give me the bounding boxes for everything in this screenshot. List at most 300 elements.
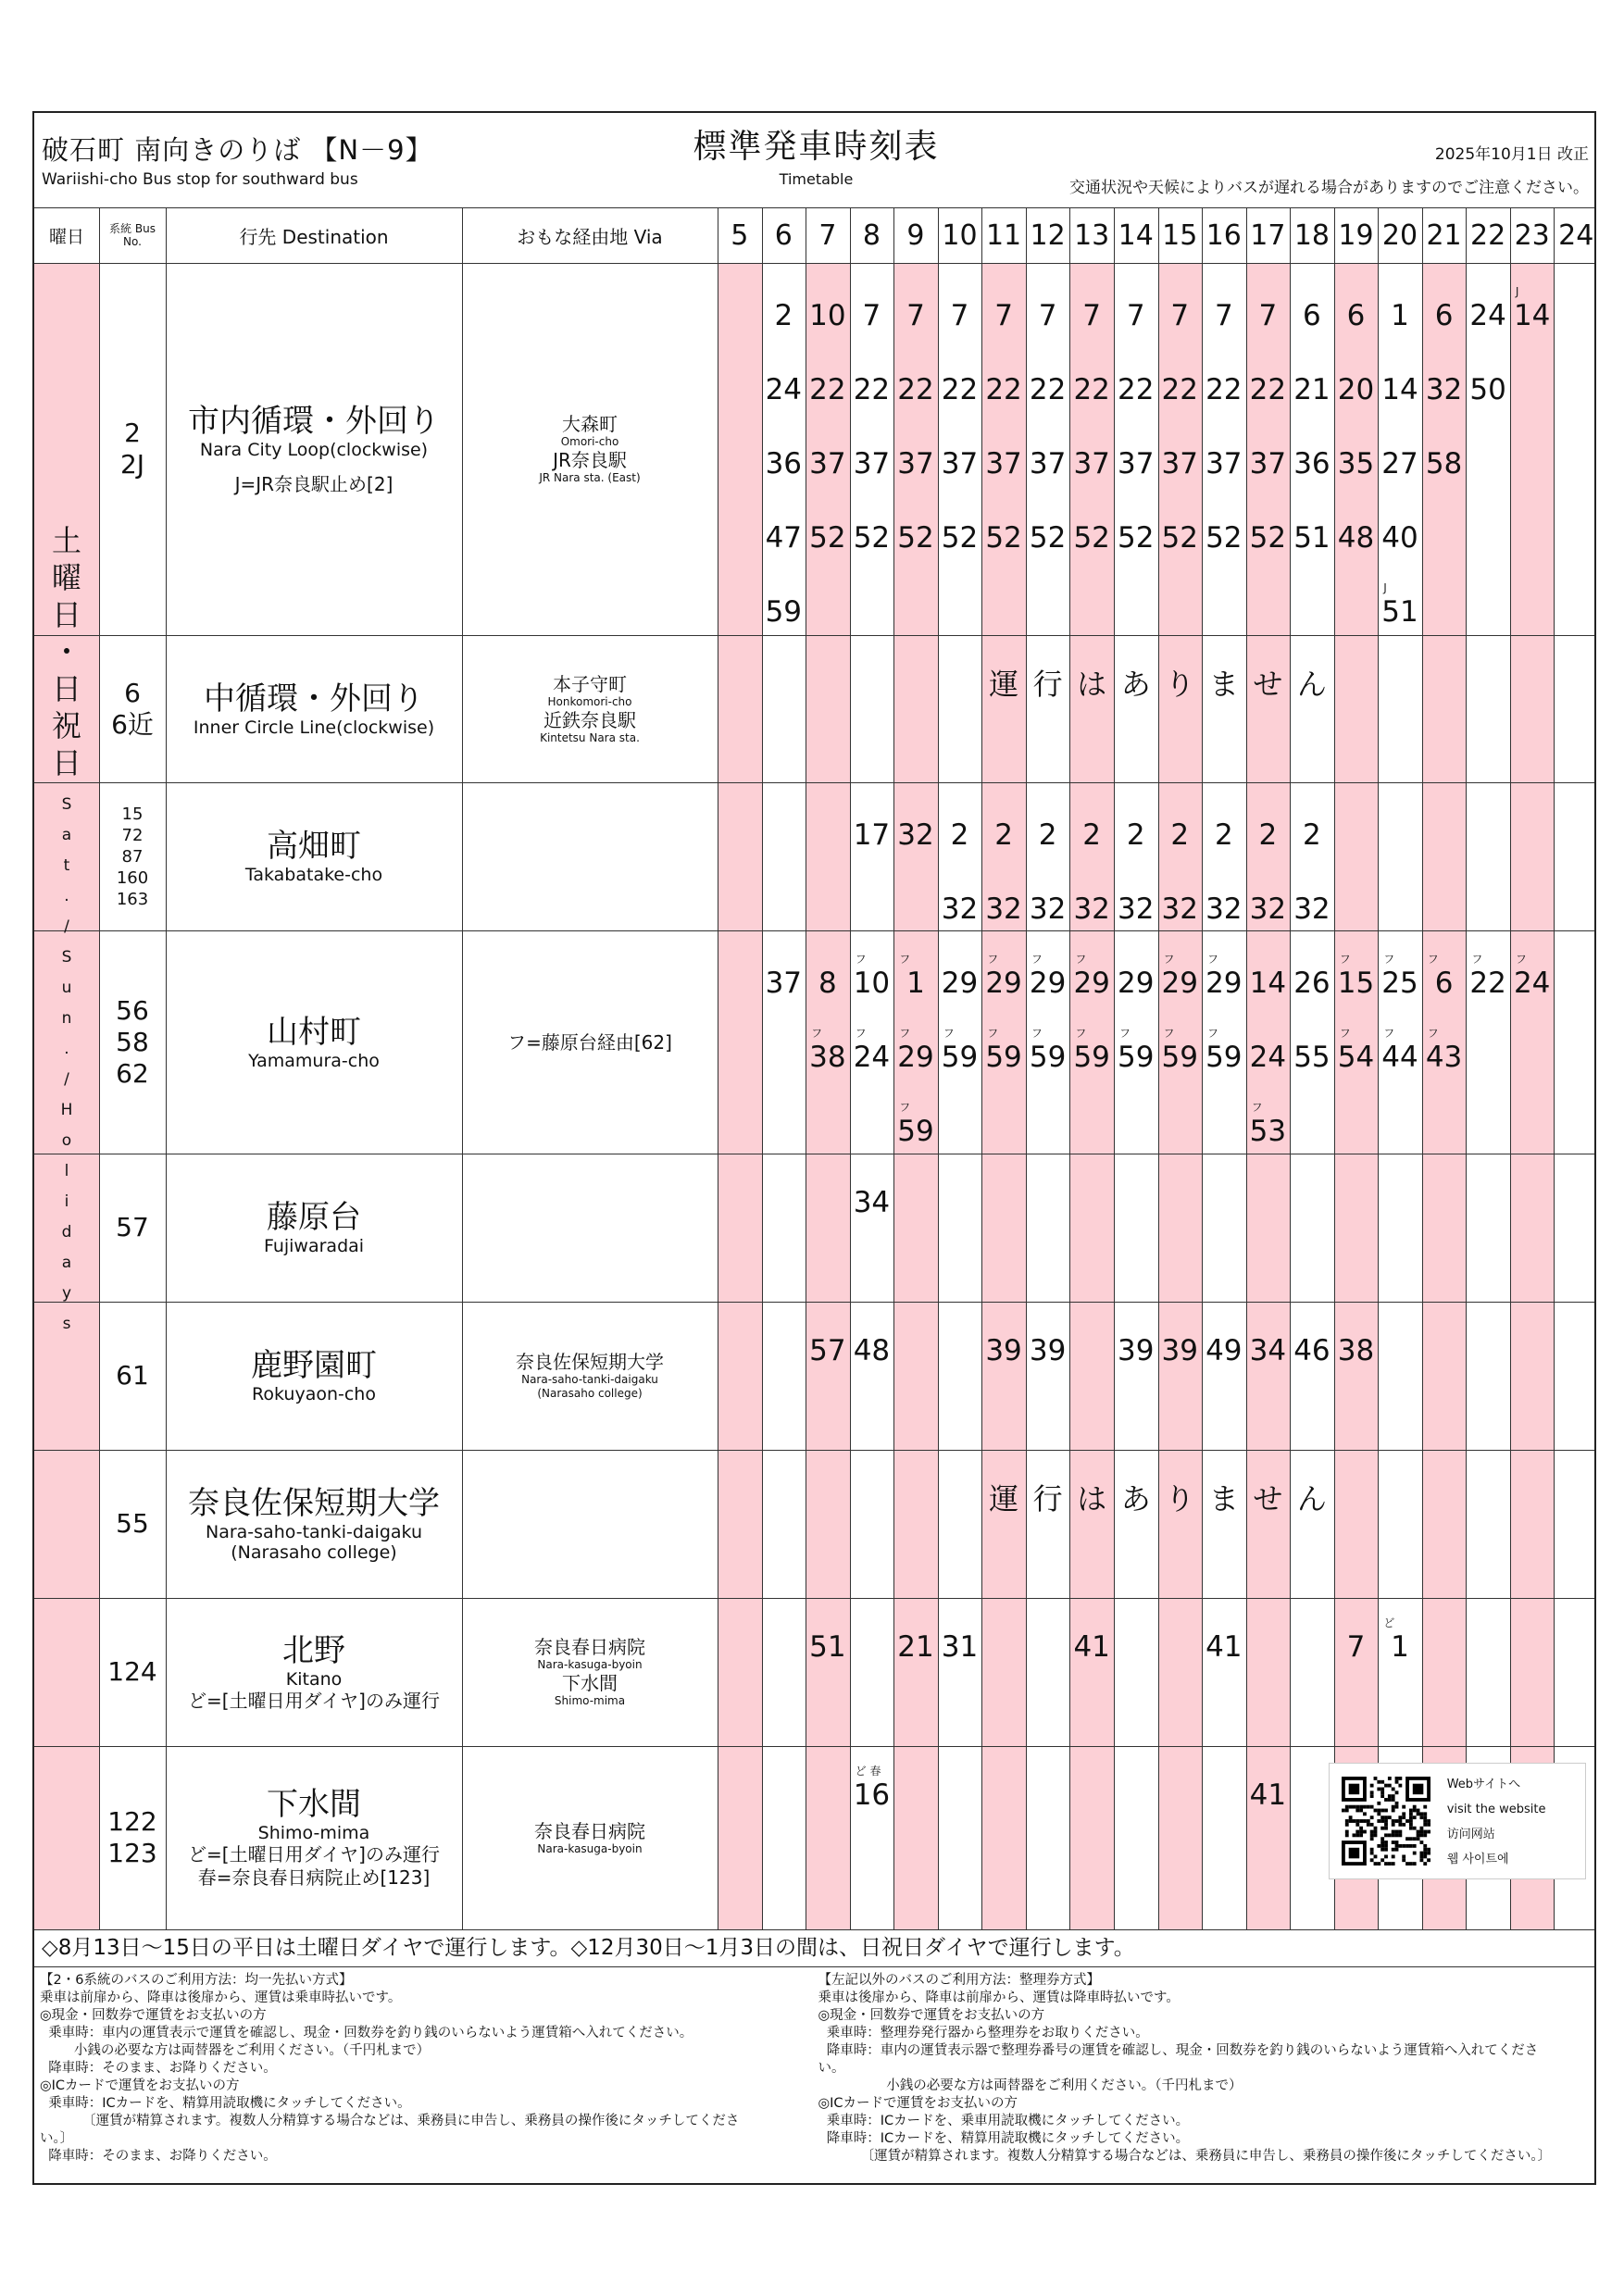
departure-minute: 37 — [1117, 447, 1155, 480]
departure-minute: 44 — [1381, 1041, 1418, 1074]
hour-header: 10 — [942, 218, 978, 252]
via-stop-en: (Narasaho college) — [537, 1387, 643, 1400]
departure-minute: 14 — [1513, 299, 1551, 332]
hour-header: 22 — [1470, 218, 1506, 252]
departure-mark: フ — [1515, 953, 1527, 966]
departure-minute: 32 — [1161, 892, 1198, 926]
departure-minute: 22 — [1206, 373, 1243, 406]
via-stop: JR奈良駅 — [553, 449, 627, 471]
departure-minute: 59 — [765, 595, 803, 629]
day-label-en-char: d — [61, 1222, 72, 1242]
qr-label: 访问网站 — [1446, 1828, 1495, 1841]
departure-mark: フ — [855, 1027, 867, 1040]
departure-minute: 7 — [906, 299, 925, 332]
hour-header: 23 — [1514, 218, 1550, 252]
departure-minute: 52 — [985, 521, 1022, 555]
departure-minute: 59 — [1206, 1041, 1243, 1074]
departure-mark: フ — [811, 1027, 823, 1040]
departure-minute: 10 — [809, 299, 846, 332]
departure-mark: フ — [1427, 1027, 1439, 1040]
destination-name-en: (Narasaho college) — [231, 1542, 397, 1563]
destination-note: ど=[土曜日用ダイヤ]のみ運行 — [188, 1689, 440, 1712]
via-stop: 奈良春日病院 — [534, 1819, 645, 1842]
departure-minute: 48 — [853, 1334, 891, 1367]
departure-minute: 21 — [1293, 373, 1330, 406]
no-service-char: り — [1165, 1481, 1195, 1516]
day-label-char: 日 — [51, 671, 81, 706]
departure-minute: 41 — [1249, 1778, 1287, 1812]
destination-cell — [166, 1302, 462, 1450]
bus-number: 163 — [116, 889, 149, 909]
departure-minute: 38 — [809, 1041, 846, 1074]
bus-number: 6 — [124, 677, 141, 708]
departure-minute: 40 — [1381, 521, 1418, 555]
bus-number-cell — [99, 782, 166, 930]
no-service-char: は — [1077, 1481, 1107, 1516]
departure-minute: 15 — [1337, 967, 1375, 1000]
departure-minute: 29 — [1206, 967, 1243, 1000]
destination-cell — [166, 635, 462, 782]
day-label-en-char: / — [64, 917, 69, 936]
via-stop-en: Nara-kasuga-byoin — [537, 1658, 643, 1671]
bus-number-cell — [99, 1746, 166, 1929]
destination-name: 奈良佐保短期大学 — [188, 1485, 440, 1522]
departure-minute: 53 — [1249, 1115, 1287, 1148]
departure-mark: フ — [1163, 953, 1175, 966]
highlight-column — [1069, 263, 1114, 1929]
destination-cell — [166, 1746, 462, 1929]
departure-minute: 1 — [1391, 299, 1409, 332]
destination-name-en: Rokuyaon-cho — [252, 1384, 376, 1404]
via-cell — [462, 1746, 718, 1929]
departure-minute: 2 — [1258, 818, 1278, 852]
destination-name: 中循環・外回り — [204, 680, 424, 718]
destination-cell — [166, 782, 462, 930]
destination-name: 鹿野園町 — [251, 1347, 377, 1384]
bus-number: 2J — [119, 449, 145, 480]
departure-minute: 26 — [1293, 967, 1330, 1000]
hour-header: 6 — [774, 218, 793, 252]
departure-minute: 24 — [765, 373, 803, 406]
day-label-char: 曜 — [51, 560, 81, 595]
departure-minute: 39 — [1117, 1334, 1155, 1367]
footer-line: 〔運賃が精算されます。複数人分精算する場合などは、乗務員に申告し、乗務員の操作後にタッチしてください。〕 — [818, 2149, 1552, 2164]
departure-mark: フ — [1031, 953, 1043, 966]
departure-minute: 37 — [1249, 447, 1287, 480]
footer-divider — [34, 1966, 1596, 1967]
footer-line: 乗車は前扉から、降車は後扉から、運賃は乗車時払いです。 — [40, 1990, 402, 2005]
departure-minute: 59 — [1161, 1041, 1198, 1074]
departure-mark: フ — [1075, 1027, 1087, 1040]
departure-minute: 52 — [1161, 521, 1198, 555]
hour-divider — [1466, 207, 1467, 1929]
departure-minute: 48 — [1337, 521, 1375, 555]
departure-minute: 39 — [985, 1334, 1022, 1367]
departure-minute: 22 — [1029, 373, 1067, 406]
footer-line: ◎現金・回数券で運賃をお支払いの方 — [818, 2008, 1045, 2023]
bus-number: 61 — [116, 1360, 149, 1391]
departure-minute: 22 — [1117, 373, 1155, 406]
departure-mark: ど 春 — [855, 1765, 881, 1778]
hour-header: 19 — [1338, 218, 1374, 252]
highlight-column — [981, 263, 1026, 1929]
departure-minute: 22 — [985, 373, 1022, 406]
departure-minute: 7 — [862, 299, 881, 332]
via-cell — [462, 930, 718, 1154]
day-label-char: 土 — [51, 523, 81, 558]
departure-minute: 7 — [1214, 299, 1233, 332]
via-cell — [462, 263, 718, 635]
departure-minute: 32 — [1293, 892, 1330, 926]
row-divider — [34, 1929, 1596, 1930]
footer-line: 乗車時：整理券発行器から整理券をお取りください。 — [818, 2026, 1149, 2040]
departure-minute: 22 — [897, 373, 934, 406]
no-service-char: 行 — [1032, 667, 1063, 702]
page-title-en: Timetable — [779, 170, 854, 188]
bus-number: 62 — [116, 1057, 149, 1089]
via-cell — [462, 1450, 718, 1598]
highlight-column — [1422, 263, 1467, 1929]
departure-minute: 37 — [1161, 447, 1198, 480]
departure-minute: 29 — [1161, 967, 1198, 1000]
departure-minute: 1 — [906, 967, 925, 1000]
footer-line: 降車時：車内の運賃表示器で整理券番号の運賃を確認し、現金・回数券を釣り銭のいらないよう運賃箱へ入れてくださ — [818, 2043, 1539, 2058]
via-stop-en: Shimo-mima — [554, 1694, 626, 1707]
departure-minute: 29 — [897, 1041, 934, 1074]
via-note: フ=藤原台経由[62] — [507, 1030, 672, 1054]
bus-number: 58 — [116, 1026, 149, 1057]
departure-minute: 52 — [897, 521, 934, 555]
departure-minute: 36 — [1293, 447, 1330, 480]
departure-minute: 37 — [809, 447, 846, 480]
departure-minute: 29 — [985, 967, 1022, 1000]
departure-minute: 51 — [809, 1630, 846, 1664]
departure-mark: フ — [987, 1027, 999, 1040]
departure-mark: フ — [1339, 953, 1351, 966]
departure-minute: 59 — [941, 1041, 979, 1074]
destination-cell — [166, 930, 462, 1154]
col-head-destination: 行先 Destination — [239, 225, 389, 248]
departure-minute: 22 — [1161, 373, 1198, 406]
day-label-en-char: H — [60, 1100, 73, 1119]
no-service-char: ま — [1208, 1481, 1239, 1516]
departure-mark: フ — [1383, 953, 1395, 966]
departure-minute: 58 — [1425, 447, 1463, 480]
departure-minute: 35 — [1337, 447, 1375, 480]
departure-mark: フ — [1471, 953, 1483, 966]
qr-code-icon[interactable] — [1342, 1777, 1430, 1866]
hour-header: 16 — [1206, 218, 1242, 252]
footer-line: 【2・6系統のバスのご利用方法：均一先払い方式】 — [40, 1973, 353, 1988]
departure-minute: 37 — [1206, 447, 1243, 480]
bus-number: 55 — [116, 1508, 149, 1539]
qr-label: visit the website — [1446, 1803, 1546, 1816]
via-cell — [462, 1598, 718, 1746]
footer-line: 降車時：そのまま、お降りください。 — [40, 2149, 277, 2164]
hour-header: 11 — [985, 218, 1022, 252]
bus-number: 56 — [116, 994, 149, 1026]
hour-header: 21 — [1426, 218, 1462, 252]
via-stop-en: Honkomori-cho — [547, 694, 632, 708]
destination-cell — [166, 263, 462, 635]
departure-minute: 52 — [853, 521, 891, 555]
day-label-en-char: / — [64, 1069, 69, 1089]
departure-minute: 47 — [765, 521, 803, 555]
departure-minute: 38 — [1337, 1334, 1375, 1367]
via-cell — [462, 782, 718, 930]
day-label-en-char: a — [61, 825, 72, 844]
departure-minute: 22 — [1249, 373, 1287, 406]
footer-line: 乗車時：ICカードを、乗車用読取機にタッチしてください。 — [818, 2114, 1190, 2128]
departure-minute: 16 — [853, 1778, 891, 1812]
bus-number: 123 — [107, 1838, 157, 1868]
departure-minute: 2 — [994, 818, 1013, 852]
bus-number-cell — [99, 1302, 166, 1450]
hour-header: 5 — [731, 218, 749, 252]
departure-minute: 37 — [853, 447, 891, 480]
day-label-en-char: . — [64, 1039, 69, 1058]
departure-minute: 59 — [1073, 1041, 1110, 1074]
departure-minute: 52 — [809, 521, 846, 555]
destination-name: 藤原台 — [267, 1199, 361, 1236]
bus-number-cell — [99, 1450, 166, 1598]
departure-minute: 10 — [853, 967, 891, 1000]
hour-header: 20 — [1381, 218, 1418, 252]
no-service-char: ん — [1296, 667, 1327, 702]
delay-notice: 交通状況や天候によりバスが遅れる場合がありますのでご注意ください。 — [1069, 179, 1589, 197]
via-stop-en: Nara-saho-tanki-daigaku — [521, 1373, 658, 1386]
departure-mark: フ — [1031, 1027, 1043, 1040]
hour-header: 7 — [818, 218, 837, 252]
timetable-sheet — [32, 111, 1596, 2185]
departure-minute: 32 — [1425, 373, 1463, 406]
day-label-en-char: s — [62, 1314, 71, 1333]
departure-minute: 39 — [1029, 1334, 1067, 1367]
departure-minute: 32 — [1117, 892, 1155, 926]
hour-header: 8 — [862, 218, 881, 252]
departure-minute: 32 — [985, 892, 1022, 926]
departure-minute: 46 — [1293, 1334, 1330, 1367]
destination-name: 下水間 — [267, 1786, 361, 1823]
departure-minute: 22 — [809, 373, 846, 406]
footer-line: 小銭の必要な方は両替器をご利用ください。（千円札まで） — [818, 2078, 1243, 2093]
footer-right — [818, 1972, 1593, 2165]
departure-minute: 39 — [1161, 1334, 1198, 1367]
highlight-column — [893, 263, 938, 1929]
departure-minute: 24 — [853, 1041, 891, 1074]
departure-minute: 7 — [1038, 299, 1057, 332]
footer-line: 〔運賃が精算されます。複数人分精算する場合などは、乗務員に申告し、乗務員の操作後にタッチしてくださ — [40, 2114, 740, 2128]
day-label-en-char: a — [61, 1253, 72, 1272]
via-stop: 奈良佐保短期大学 — [516, 1351, 664, 1373]
bus-number: 122 — [107, 1806, 157, 1837]
footer-line: ◎ICカードで運賃をお支払いの方 — [40, 2078, 240, 2093]
day-label-en-char: u — [61, 978, 72, 997]
footer-line: 乗車は後扉から、降車は前扉から、運賃は降車時払いです。 — [818, 1990, 1180, 2005]
departure-mark: フ — [1339, 1027, 1351, 1040]
day-label-en-char: t — [63, 855, 70, 875]
destination-note: ど=[土曜日用ダイヤ]のみ運行 — [188, 1843, 440, 1866]
departure-minute: 36 — [765, 447, 803, 480]
departure-minute: 14 — [1381, 373, 1418, 406]
footer-line: い。〕 — [40, 2131, 74, 2146]
departure-minute: 59 — [897, 1115, 934, 1148]
departure-minute: 32 — [1249, 892, 1287, 926]
departure-minute: 22 — [941, 373, 979, 406]
bus-number: 124 — [107, 1656, 157, 1687]
stop-name-en: Wariishi-cho Bus stop for southward bus — [42, 170, 358, 189]
departure-minute: 2 — [1126, 818, 1145, 852]
departure-minute: 7 — [994, 299, 1013, 332]
day-label-en-char: S — [61, 794, 72, 814]
destination-cell — [166, 1154, 462, 1302]
departure-minute: 59 — [985, 1041, 1022, 1074]
departure-minute: 43 — [1425, 1041, 1463, 1074]
departure-mark: フ — [1251, 1101, 1263, 1114]
departure-mark: フ — [1207, 1027, 1219, 1040]
departure-minute: 7 — [1082, 299, 1102, 332]
departure-minute: 52 — [1029, 521, 1067, 555]
departure-minute: 2 — [774, 299, 793, 332]
destination-name-en: Takabatake-cho — [244, 865, 383, 885]
departure-minute: 29 — [941, 967, 979, 1000]
via-stop-en: JR Nara sta. (East) — [539, 471, 641, 484]
departure-minute: 31 — [941, 1630, 979, 1664]
departure-minute: 17 — [853, 818, 891, 852]
hour-header: 14 — [1118, 218, 1154, 252]
highlight-column — [1158, 263, 1203, 1929]
revision-date: 2025年10月1日 改正 — [1434, 145, 1589, 164]
departure-minute: 7 — [1258, 299, 1278, 332]
departure-minute: 2 — [1038, 818, 1057, 852]
highlight-column — [1334, 263, 1379, 1929]
departure-mark: フ — [1207, 953, 1219, 966]
departure-mark: フ — [1383, 1027, 1395, 1040]
highlight-column — [1246, 263, 1291, 1929]
departure-minute: 52 — [1073, 521, 1110, 555]
page-title: 標準発車時刻表 — [693, 128, 940, 166]
departure-minute: 24 — [1249, 1041, 1287, 1074]
departure-minute: 24 — [1513, 967, 1551, 1000]
departure-mark: フ — [1163, 1027, 1175, 1040]
departure-minute: 57 — [809, 1334, 846, 1367]
bus-number-cell — [99, 635, 166, 782]
hour-header: 9 — [906, 218, 925, 252]
departure-minute: 41 — [1206, 1630, 1243, 1664]
departure-minute: 34 — [853, 1186, 891, 1219]
departure-minute: 59 — [1117, 1041, 1155, 1074]
departure-minute: 59 — [1029, 1041, 1067, 1074]
departure-minute: 6 — [1434, 967, 1454, 1000]
departure-minute: 24 — [1469, 299, 1506, 332]
destination-name-en: Nara-saho-tanki-daigaku — [205, 1522, 422, 1542]
via-stop-en: Nara-kasuga-byoin — [537, 1841, 643, 1855]
departure-minute: 6 — [1303, 299, 1321, 332]
departure-minute: 34 — [1249, 1334, 1287, 1367]
via-stop: 大森町 — [562, 413, 618, 435]
departure-minute: 37 — [1029, 447, 1067, 480]
departure-minute: 41 — [1073, 1630, 1110, 1664]
destination-name-en: Nara City Loop(clockwise) — [199, 439, 429, 460]
departure-minute: 7 — [1346, 1630, 1366, 1664]
no-service-char: は — [1077, 667, 1107, 702]
departure-minute: 21 — [897, 1630, 934, 1664]
no-service-char: ん — [1296, 1481, 1327, 1516]
via-stop: 奈良春日病院 — [534, 1636, 645, 1658]
col-head-bus-no: 系統 Bus No. — [109, 222, 156, 248]
departure-minute: 22 — [853, 373, 891, 406]
departure-minute: 37 — [941, 447, 979, 480]
departure-minute: 2 — [950, 818, 969, 852]
departure-minute: 8 — [818, 967, 837, 1000]
footer-line: い。 — [818, 2061, 845, 2076]
departure-mark: J — [1383, 581, 1387, 594]
departure-mark: フ — [855, 953, 867, 966]
departure-minute: 1 — [1391, 1630, 1409, 1664]
bus-number: 87 — [121, 846, 144, 867]
departure-mark: フ — [899, 953, 911, 966]
bus-number: 57 — [116, 1212, 149, 1242]
day-label-en-char: n — [61, 1008, 72, 1028]
col-head-via: おもな経由地 Via — [517, 225, 663, 248]
bus-number: 160 — [116, 867, 149, 888]
departure-mark: フ — [1075, 953, 1087, 966]
departure-minute: 49 — [1206, 1334, 1243, 1367]
day-label-char: 日 — [51, 745, 81, 780]
hour-header: 13 — [1074, 218, 1110, 252]
bus-number-cell — [99, 263, 166, 635]
departure-minute: 32 — [1029, 892, 1067, 926]
day-label-en-char: i — [64, 1192, 69, 1211]
departure-minute: 52 — [1249, 521, 1287, 555]
departure-minute: 51 — [1381, 595, 1418, 629]
day-label-char: ・ — [51, 634, 81, 669]
destination-name-en: Fujiwaradai — [263, 1236, 365, 1256]
highlight-column — [718, 263, 762, 1929]
destination-name: 北野 — [282, 1631, 345, 1669]
destination-name: 高畑町 — [267, 828, 361, 865]
destination-name-en: Inner Circle Line(clockwise) — [193, 717, 435, 738]
departure-mark: フ — [1118, 1027, 1131, 1040]
departure-minute: 32 — [941, 892, 979, 926]
hour-divider — [1554, 207, 1555, 1929]
departure-minute: 29 — [1029, 967, 1067, 1000]
no-service-char: あ — [1120, 1481, 1151, 1516]
departure-minute: 2 — [1303, 818, 1321, 852]
departure-mark: ど — [1383, 1616, 1395, 1629]
departure-mark: フ — [899, 1101, 911, 1114]
bus-number: 72 — [121, 825, 144, 845]
via-stop-en: Omori-cho — [560, 435, 619, 448]
destination-note: 春=奈良春日病院止め[123] — [197, 1866, 431, 1889]
destination-name: 市内循環・外回り — [188, 402, 440, 440]
hour-header: 15 — [1162, 218, 1198, 252]
via-stop: 本子守町 — [553, 672, 627, 695]
departure-minute: 32 — [1206, 892, 1243, 926]
hour-divider — [1510, 207, 1511, 1929]
day-label-en-char: o — [61, 1130, 72, 1150]
day-label-en-char: S — [61, 947, 72, 967]
destination-name: 山村町 — [267, 1013, 361, 1051]
bus-number: 6近 — [111, 708, 154, 740]
departure-minute: 51 — [1293, 521, 1330, 555]
departure-mark: フ — [943, 1027, 955, 1040]
day-label-en-char: y — [61, 1283, 72, 1303]
destination-cell — [166, 1598, 462, 1746]
departure-minute: 7 — [1126, 299, 1145, 332]
holiday-note: ◇8月13日～15日の平日は土曜日ダイヤで運行します。◇12月30日～1月3日の間は、日祝日ダイヤで運行します。 — [42, 1936, 1135, 1960]
departure-minute: 2 — [1170, 818, 1190, 852]
